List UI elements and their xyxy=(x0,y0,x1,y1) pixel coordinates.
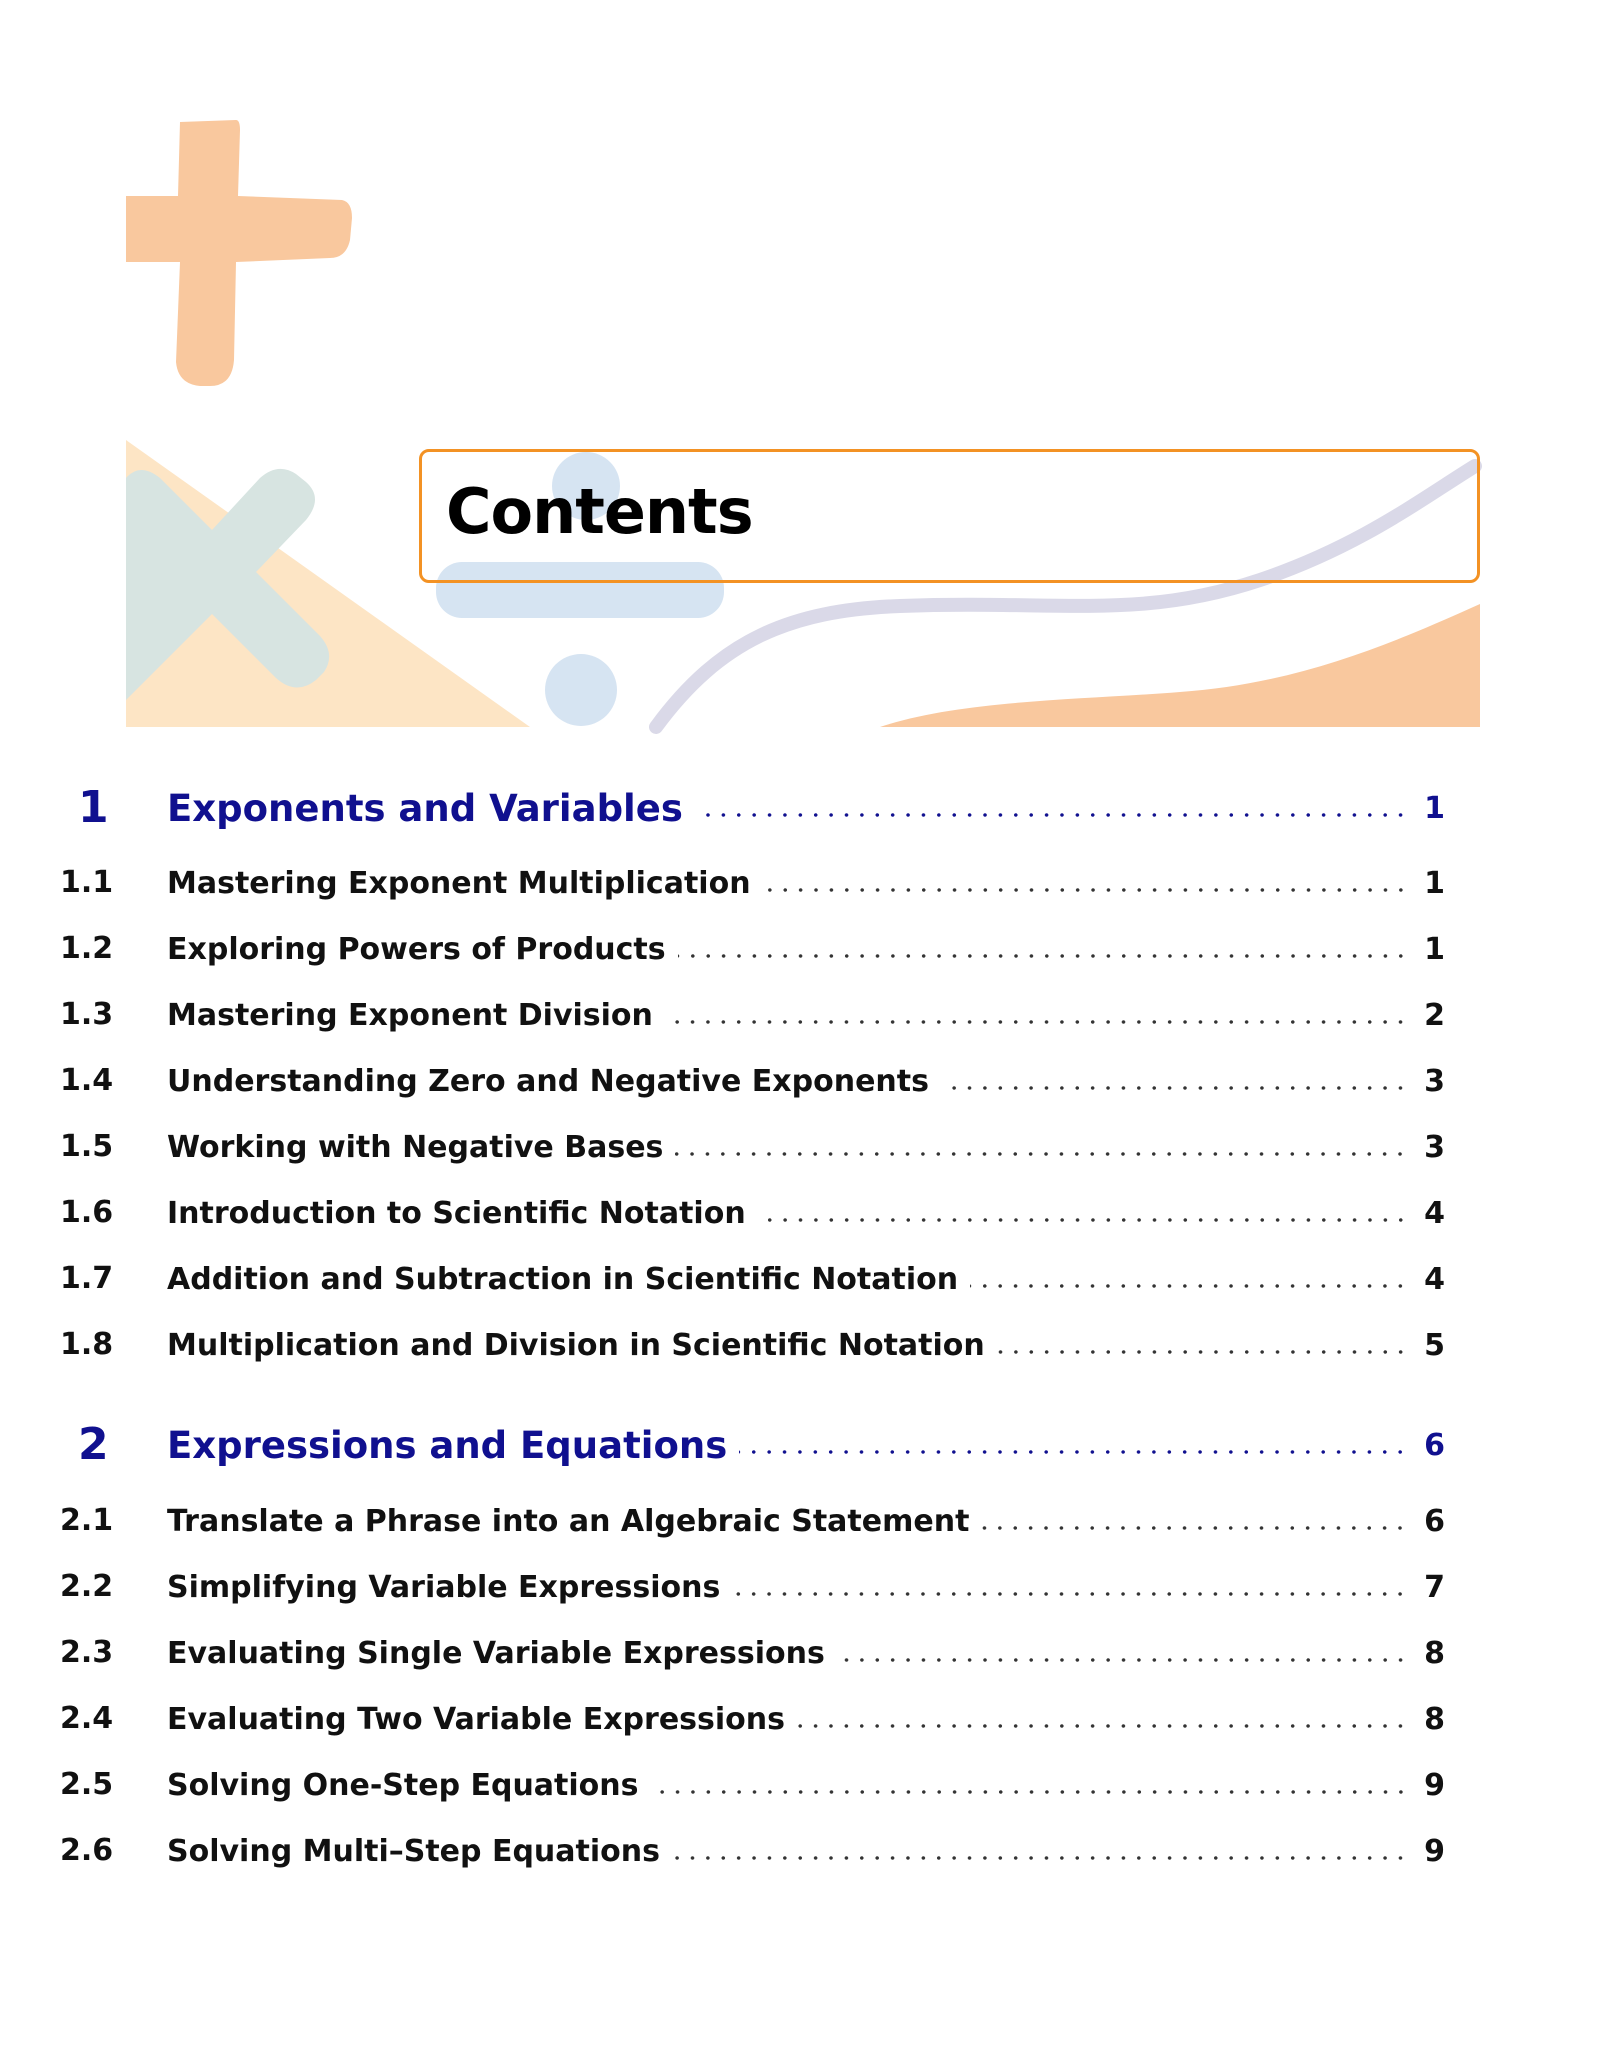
dot-leader xyxy=(941,1086,1408,1090)
section-number: 1.2 xyxy=(60,931,114,966)
section-title: Mastering Exponent Multiplication xyxy=(167,865,751,901)
page-number: 7 xyxy=(1424,1569,1445,1605)
section-title: Mastering Exponent Division xyxy=(167,997,653,1033)
page-number: 5 xyxy=(1424,1327,1445,1363)
page-number: 4 xyxy=(1424,1261,1445,1297)
dot-leader xyxy=(651,1790,1409,1794)
chapter-number: 2 xyxy=(78,1419,109,1470)
dot-leader xyxy=(981,1526,1408,1530)
toc-section-1-5[interactable] xyxy=(0,1117,1600,1177)
dot-leader xyxy=(678,954,1408,958)
toc-section-1-3[interactable] xyxy=(0,985,1600,1045)
page-number: 6 xyxy=(1424,1503,1445,1539)
toc-section-2-1[interactable] xyxy=(0,1491,1600,1551)
section-number: 2.1 xyxy=(60,1503,114,1538)
page-number: 6 xyxy=(1424,1427,1445,1463)
page-number: 8 xyxy=(1424,1701,1445,1737)
section-number: 2.2 xyxy=(60,1569,114,1604)
dot-leader xyxy=(970,1284,1408,1288)
page-number: 3 xyxy=(1424,1129,1445,1165)
section-number: 2.3 xyxy=(60,1635,114,1670)
toc-section-1-1[interactable] xyxy=(0,853,1600,913)
toc-section-1-8[interactable] xyxy=(0,1315,1600,1375)
section-number: 2.5 xyxy=(60,1767,114,1802)
dot-leader xyxy=(695,813,1408,817)
section-title: Understanding Zero and Negative Exponents xyxy=(167,1063,929,1099)
page-number: 1 xyxy=(1424,865,1445,901)
toc-section-2-2[interactable] xyxy=(0,1557,1600,1617)
section-title: Solving Multi–Step Equations xyxy=(167,1833,660,1869)
section-number: 2.4 xyxy=(60,1701,114,1736)
chapter-title: Exponents and Variables xyxy=(167,786,683,830)
page-number: 1 xyxy=(1424,931,1445,967)
toc-section-1-7[interactable] xyxy=(0,1249,1600,1309)
section-number: 1.3 xyxy=(60,997,114,1032)
section-title: Multiplication and Division in Scientific Notation xyxy=(167,1327,985,1363)
toc-section-2-3[interactable] xyxy=(0,1623,1600,1683)
toc-section-1-6[interactable] xyxy=(0,1183,1600,1243)
dot-leader xyxy=(672,1856,1408,1860)
section-number: 1.1 xyxy=(60,865,114,900)
section-number: 2.6 xyxy=(60,1833,114,1868)
dot-leader xyxy=(797,1724,1408,1728)
dot-leader xyxy=(758,1218,1408,1222)
toc-section-2-4[interactable] xyxy=(0,1689,1600,1749)
section-number: 1.6 xyxy=(60,1195,114,1230)
toc-section-1-2[interactable] xyxy=(0,919,1600,979)
dot-leader xyxy=(739,1450,1408,1454)
section-title: Exploring Powers of Products xyxy=(167,931,666,967)
section-title: Solving One-Step Equations xyxy=(167,1767,639,1803)
dot-leader xyxy=(732,1592,1408,1596)
section-number: 1.5 xyxy=(60,1129,114,1164)
dot-leader xyxy=(675,1152,1408,1156)
toc-chapter-1[interactable] xyxy=(0,778,1600,838)
section-number: 1.8 xyxy=(60,1327,114,1362)
toc-section-1-4[interactable] xyxy=(0,1051,1600,1111)
page-number: 3 xyxy=(1424,1063,1445,1099)
page-number: 2 xyxy=(1424,997,1445,1033)
toc-chapter-2[interactable] xyxy=(0,1415,1600,1475)
section-title: Translate a Phrase into an Algebraic Statement xyxy=(167,1503,970,1539)
toc-section-2-6[interactable] xyxy=(0,1821,1600,1881)
section-title: Evaluating Single Variable Expressions xyxy=(167,1635,825,1671)
dot-leader xyxy=(665,1020,1408,1024)
section-title: Working with Negative Bases xyxy=(167,1129,664,1165)
section-title: Simplifying Variable Expressions xyxy=(167,1569,721,1605)
dot-leader xyxy=(997,1350,1408,1354)
dot-leader xyxy=(837,1658,1408,1662)
section-number: 1.4 xyxy=(60,1063,114,1098)
section-title: Addition and Subtraction in Scientific Notation xyxy=(167,1261,959,1297)
page-title: Contents xyxy=(446,475,753,548)
dot-leader xyxy=(763,888,1409,892)
chapter-title: Expressions and Equations xyxy=(167,1423,728,1467)
page-number: 4 xyxy=(1424,1195,1445,1231)
page-number: 9 xyxy=(1424,1767,1445,1803)
toc-section-2-5[interactable] xyxy=(0,1755,1600,1815)
section-number: 1.7 xyxy=(60,1261,114,1296)
page-number: 1 xyxy=(1424,790,1445,826)
section-title: Introduction to Scientific Notation xyxy=(167,1195,746,1231)
page-number: 9 xyxy=(1424,1833,1445,1869)
chapter-number: 1 xyxy=(78,782,109,833)
page-number: 8 xyxy=(1424,1635,1445,1671)
section-title: Evaluating Two Variable Expressions xyxy=(167,1701,785,1737)
